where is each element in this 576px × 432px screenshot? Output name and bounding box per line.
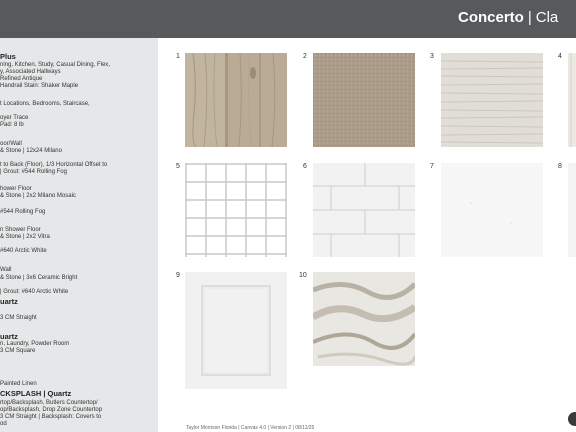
sidebar-text: 3 CM Straight (0, 315, 37, 321)
sidebar-text: #544 Rolling Fog (0, 209, 46, 215)
header-bar (0, 0, 576, 38)
sidebar-text: n Shower Floor (0, 227, 41, 233)
swatch-carpet (313, 53, 415, 147)
section-heading: uartz (0, 297, 18, 306)
title-separator: | (527, 9, 532, 26)
swatch-number: 5 (176, 163, 180, 170)
sidebar-text: rtop/Backsplash, Butlers Countertop/ (0, 400, 98, 406)
page-badge-icon (568, 412, 576, 426)
sidebar-text: od (0, 421, 7, 427)
swatch-number: 4 (558, 53, 562, 60)
swatch-quartz-white (441, 163, 543, 257)
swatch-number: 2 (303, 53, 307, 60)
page-footer: Taylor Morrison Florida | Canvas 4.0 | Version 2 | 08/11/25 (186, 425, 315, 431)
sidebar-text: 3 CM Square (0, 348, 36, 354)
sidebar-text: y, Associated Hallways (0, 69, 61, 75)
swatch-number: 1 (176, 53, 180, 60)
swatch-number: 9 (176, 272, 180, 279)
sidebar-text: Handrail Stain: Shaker Maple (0, 83, 79, 89)
wood-grain-texture (185, 53, 287, 147)
sidebar-text: | Grout: #640 Arctic White (0, 289, 69, 295)
partial-texture (568, 53, 576, 147)
sidebar-text: | Grout: #544 Rolling Fog (0, 169, 67, 175)
section-heading: CKSPLASH | Quartz (0, 389, 72, 398)
swatch-cabinet-door (185, 272, 287, 389)
swatch-partial (568, 163, 576, 257)
sidebar-text: n, Laundry, Powder Room (0, 341, 70, 347)
swatch-partial (568, 53, 576, 147)
swatch-wood-floor (185, 53, 287, 147)
section-heading: Plus (0, 52, 16, 61)
sidebar-text: Pad: 8 lb (0, 122, 24, 128)
carpet-texture (313, 53, 415, 147)
linear-texture (441, 53, 543, 147)
sidebar-text: & Stone | 2x2 Vitra (0, 234, 50, 240)
mosaic-grid-texture (185, 163, 287, 257)
swatch-number: 3 (430, 53, 434, 60)
sidebar-text: oor/Wall (0, 141, 22, 147)
sidebar-text: Wall (0, 267, 12, 273)
partial-texture (568, 163, 576, 257)
quartz-white-texture (441, 163, 543, 257)
swatch-number: 6 (303, 163, 307, 170)
subway-texture (313, 163, 415, 257)
selections-sidebar (0, 38, 158, 432)
swatch-number: 8 (558, 163, 562, 170)
section-heading: uartz (0, 332, 18, 341)
quartz-veined-texture (313, 272, 415, 366)
sidebar-text: & Stone | 12x24 Milano (0, 148, 62, 154)
sidebar-text: oyer Trace (0, 115, 29, 121)
swatch-subway (313, 163, 415, 257)
swatch-tile-linear (441, 53, 543, 147)
swatch-quartz-veined (313, 272, 415, 366)
swatch-number: 7 (430, 163, 434, 170)
sidebar-text: 3 CM Straight | Backsplash: Covers to (0, 414, 102, 420)
sidebar-text: Refined Antique (0, 76, 43, 82)
title-secondary: Cla (535, 9, 559, 26)
sidebar-text: #640 Arctic White (0, 248, 47, 254)
sidebar-text: hower Floor (0, 186, 32, 192)
sidebar-text: t Locations, Bedrooms, Staircase, (0, 101, 90, 107)
title-primary: Concerto (458, 9, 524, 26)
sidebar-text: Painted Linen (0, 381, 37, 387)
sidebar-text: op/Backsplash, Drop Zone Countertop (0, 407, 103, 413)
sidebar-text: ning, Kitchen, Study, Casual Dining, Flex, (0, 62, 110, 68)
sidebar-text: & Stone | 2x2 Milano Mosaic (0, 193, 76, 199)
swatch-mosaic-grid (185, 163, 287, 257)
cabinet-door-texture (185, 272, 287, 389)
swatch-number: 10 (299, 272, 307, 279)
sidebar-text: t to Back (Floor), 1/3 Horizontal Offset to (0, 162, 108, 168)
page-title (458, 9, 558, 26)
sidebar-text: & Stone | 3x6 Ceramic Bright (0, 275, 78, 281)
